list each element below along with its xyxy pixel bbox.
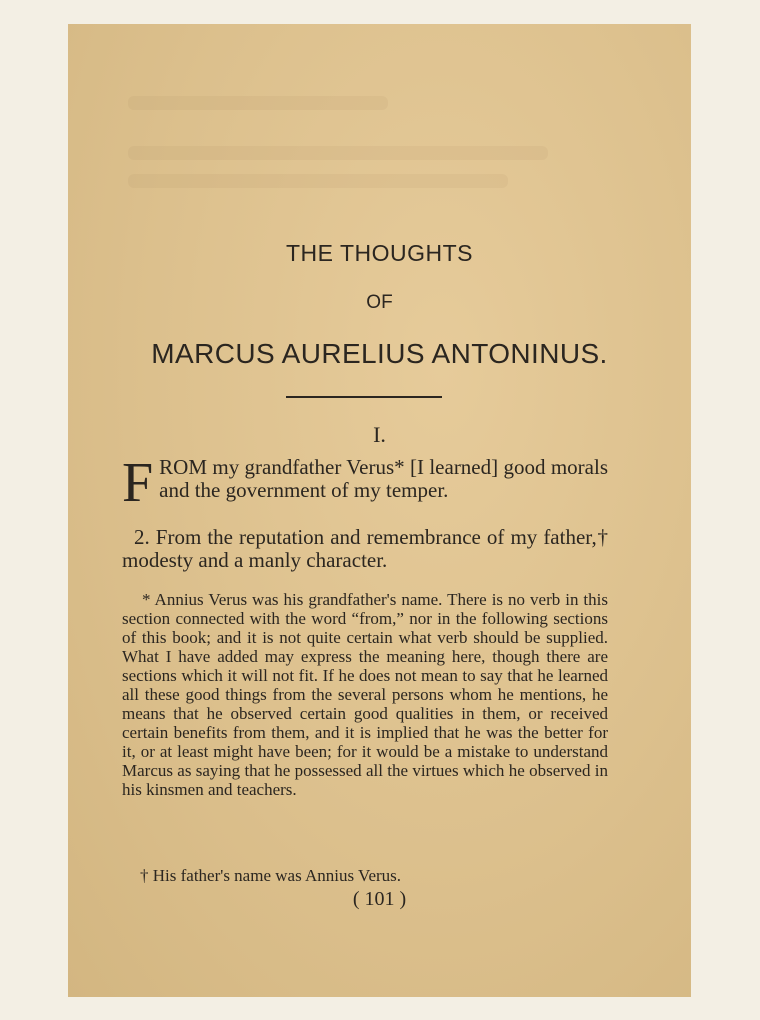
bleed-through <box>128 146 548 160</box>
footnote-2: † His father's name was Annius Verus. <box>140 866 402 885</box>
paragraph-1-text: ROM my grandfather Verus* [I learned] good morals and the government of my temper. <box>159 455 608 502</box>
title-line-2: MARCUS AURELIUS ANTONINUS. <box>151 338 608 369</box>
title-rule <box>286 396 442 398</box>
footnote-1 <box>122 590 608 799</box>
footnote-1-text: * Annius Verus was his grandfather's name. There is no verb in this section connected with the word “from,” nor in the following sections of this book; and it is not quite certain what verb should be supplied. What I have added may express the meaning here, though there are sections which it will not fit. If he does not mean to say that he learned all these good things from the several persons whom he mentions, he means that he observed certain good qualities in them, or received certain benefits from them, and it is implied that he was the better for it, or at least might have been; for it would be a mistake to understand Marcus as saying that he possessed all the virtues which he observed in his kinsmen and teachers. <box>122 590 608 799</box>
paragraph-1 <box>122 452 608 514</box>
section-number: I. <box>373 422 386 447</box>
drop-cap: F <box>122 452 154 514</box>
page-number: ( 101 ) <box>352 888 407 910</box>
title-of: OF <box>366 292 393 313</box>
title-line-1: THE THOUGHTS <box>285 240 474 266</box>
bleed-through <box>128 96 388 110</box>
paragraph-2: 2. From the reputation and remembrance of my father,† modesty and a manly character. <box>122 525 608 572</box>
book-page <box>68 24 691 997</box>
bleed-through <box>128 174 508 188</box>
